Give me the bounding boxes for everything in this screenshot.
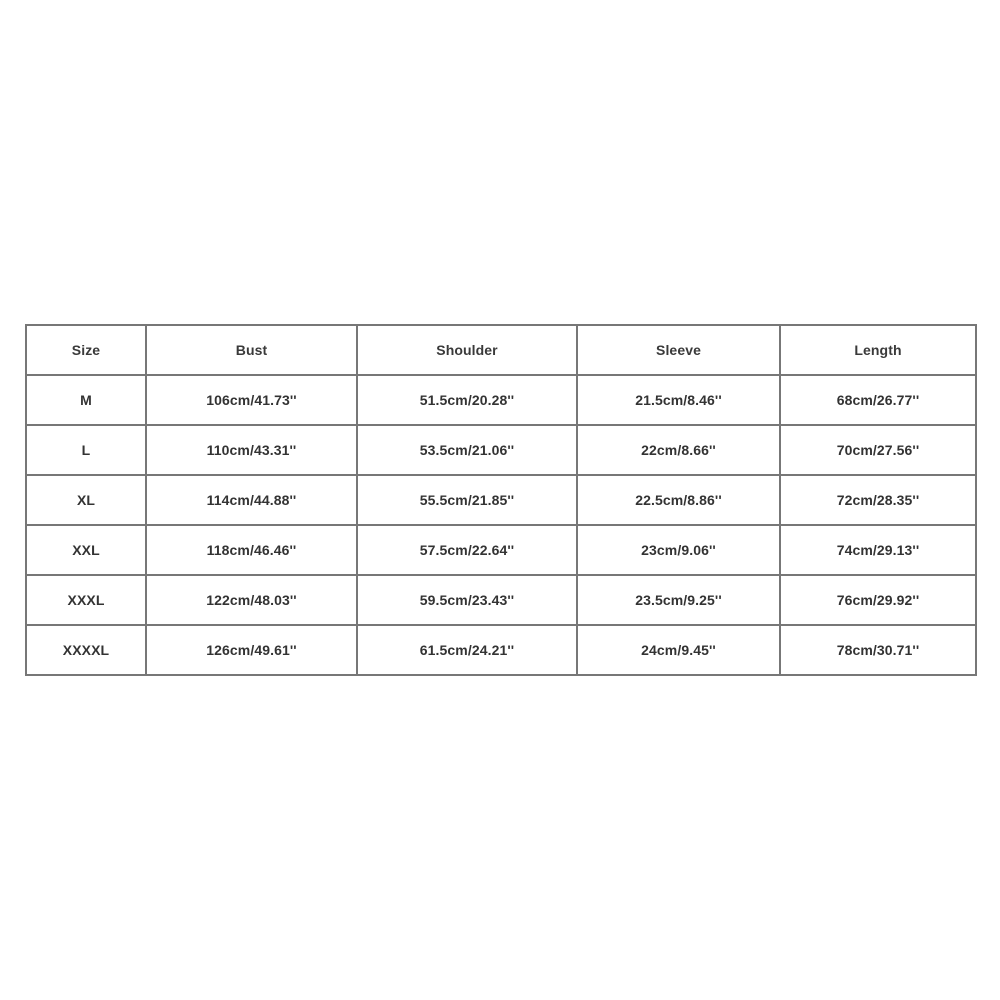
cell-bust: 106cm/41.73'': [146, 375, 357, 425]
cell-length: 72cm/28.35'': [780, 475, 976, 525]
table-row: [26, 375, 976, 425]
header-size: Size: [26, 325, 146, 375]
cell-size: XXL: [26, 525, 146, 575]
cell-sleeve: 24cm/9.45'': [577, 625, 780, 675]
cell-size: XXXXL: [26, 625, 146, 675]
table-row: [26, 625, 976, 675]
size-chart-header: [26, 325, 976, 375]
size-chart-body: [26, 375, 976, 675]
table-row: [26, 425, 976, 475]
table-row: [26, 575, 976, 625]
cell-shoulder: 57.5cm/22.64'': [357, 525, 577, 575]
cell-size: M: [26, 375, 146, 425]
cell-sleeve: 23cm/9.06'': [577, 525, 780, 575]
header-bust: Bust: [146, 325, 357, 375]
cell-size: L: [26, 425, 146, 475]
table-row: [26, 475, 976, 525]
cell-size: XXXL: [26, 575, 146, 625]
cell-shoulder: 51.5cm/20.28'': [357, 375, 577, 425]
cell-shoulder: 55.5cm/21.85'': [357, 475, 577, 525]
cell-bust: 122cm/48.03'': [146, 575, 357, 625]
cell-sleeve: 22cm/8.66'': [577, 425, 780, 475]
size-chart-table: [25, 324, 977, 676]
cell-length: 76cm/29.92'': [780, 575, 976, 625]
cell-shoulder: 59.5cm/23.43'': [357, 575, 577, 625]
cell-sleeve: 22.5cm/8.86'': [577, 475, 780, 525]
cell-sleeve: 21.5cm/8.46'': [577, 375, 780, 425]
cell-sleeve: 23.5cm/9.25'': [577, 575, 780, 625]
cell-shoulder: 53.5cm/21.06'': [357, 425, 577, 475]
cell-length: 70cm/27.56'': [780, 425, 976, 475]
cell-length: 74cm/29.13'': [780, 525, 976, 575]
cell-size: XL: [26, 475, 146, 525]
cell-length: 68cm/26.77'': [780, 375, 976, 425]
table-row: [26, 525, 976, 575]
header-row: [26, 325, 976, 375]
header-sleeve: Sleeve: [577, 325, 780, 375]
header-length: Length: [780, 325, 976, 375]
cell-shoulder: 61.5cm/24.21'': [357, 625, 577, 675]
cell-bust: 118cm/46.46'': [146, 525, 357, 575]
cell-bust: 126cm/49.61'': [146, 625, 357, 675]
cell-length: 78cm/30.71'': [780, 625, 976, 675]
cell-bust: 114cm/44.88'': [146, 475, 357, 525]
cell-bust: 110cm/43.31'': [146, 425, 357, 475]
header-shoulder: Shoulder: [357, 325, 577, 375]
